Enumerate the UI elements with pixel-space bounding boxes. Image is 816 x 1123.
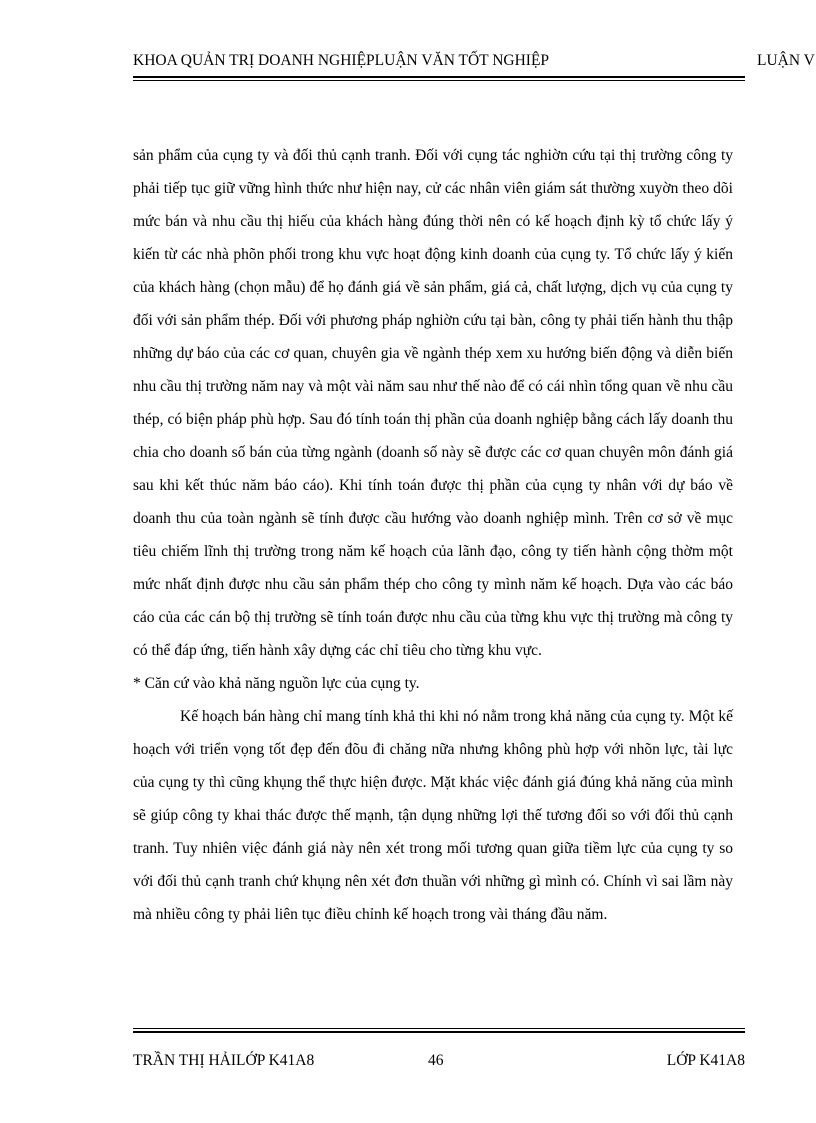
footer-rule xyxy=(133,1031,745,1033)
page-footer xyxy=(133,1052,745,1074)
header-rule-thin xyxy=(133,80,745,81)
section-bullet: * Căn cứ vào khả năng nguồn lực của cụng ty. xyxy=(133,675,420,692)
footer-rule-thin xyxy=(133,1028,745,1029)
header-title-right: LUẬN V xyxy=(757,52,815,69)
paragraph: sản phẩm của cụng ty và đối thủ cạnh tranh. Đối với cụng tác nghiờn cứu tại thị trường công ty phải tiếp tục giữ vững hình thức như hiện nay, cử các nhân viên giám sát thường xuyờn theo dõi mức bán và nhu cầu thị hiếu của khách hàng đúng thời nên có kế hoạch định kỳ tổ chức lấy ý kiến từ các nhà phõn phối trong khu vực hoạt động kinh doanh của cụng ty. Tổ chức lấy ý kiến của khách hàng (chọn mẫu) để họ đánh giá về sản phẩm, giá cả, chất lượng, dịch vụ của cụng ty đối với sản phẩm thép. Đối với phương pháp nghiờn cứu tại bàn, công ty phải tiến hành thu thập những dự báo của các cơ quan, chuyên gia về ngành thép xem xu hướng biến động và diễn biến nhu cầu thị trường năm nay và một vài năm sau như thế nào để có cái nhìn tổng quan về nhu cầu thép, có biện pháp phù hợp. Sau đó tính toán thị phần của doanh nghiệp bằng cách lấy doanh thu chia cho doanh số bán của từng ngành (doanh số này sẽ được các cơ quan chuyên môn đánh giá sau khi kết thúc năm báo cáo). Khi tính toán được thị phần của cụng ty nhân với dự báo về doanh thu của toàn ngành sẽ tính được cầu hướng vào doanh nghiệp mình. Trên cơ sở về mục tiêu chiếm lĩnh thị trường trong năm kế hoạch của lãnh đạo, công ty tiến hành cộng thờm một mức nhất định được nhu cầu sản phẩm thép cho công ty mình năm kế hoạch. Dựa vào các báo cáo của các cán bộ thị trường sẽ tính toán được nhu cầu của từng khu vực thị trường mà công ty có thể đáp ứng, tiến hành xây dựng các chỉ tiêu cho từng khu vực. xyxy=(133,147,733,659)
paragraph: Kế hoạch bán hàng chỉ mang tính khả thi khi nó nằm trong khả năng của cụng ty. Một kế hoạch với triển vọng tốt đẹp đến đõu đi chăng nữa nhưng không phù hợp với nhõn lực, tài lực của cụng ty thì cũng khụng thể thực hiện được. Mặt khác việc đánh giá đúng khả năng của mình sẽ giúp công ty khai thác được thế mạnh, tận dụng những lợi thế tương đối so với đối thủ cạnh tranh. Tuy nhiên việc đánh giá này nên xét trong mối tương quan giữa tiềm lực của cụng ty so với đối thủ cạnh tranh chứ khụng nên xét đơn thuần với những gì mình có. Chính vì sai lầm này mà nhiều công ty phải liên tục điều chỉnh kế hoạch trong vài tháng đầu năm. xyxy=(133,708,733,923)
header-rule xyxy=(133,76,745,78)
header-title: KHOA QUẢN TRỊ DOANH NGHIỆPLUẬN VĂN TỐT NGHIỆP xyxy=(133,52,550,69)
document-body xyxy=(133,139,733,931)
page-number: 46 xyxy=(428,1052,444,1069)
footer-author: TRẦN THỊ HẢILỚP K41A8 xyxy=(133,1052,315,1069)
footer-class: LỚP K41A8 xyxy=(666,1052,745,1069)
page-header xyxy=(133,50,816,74)
